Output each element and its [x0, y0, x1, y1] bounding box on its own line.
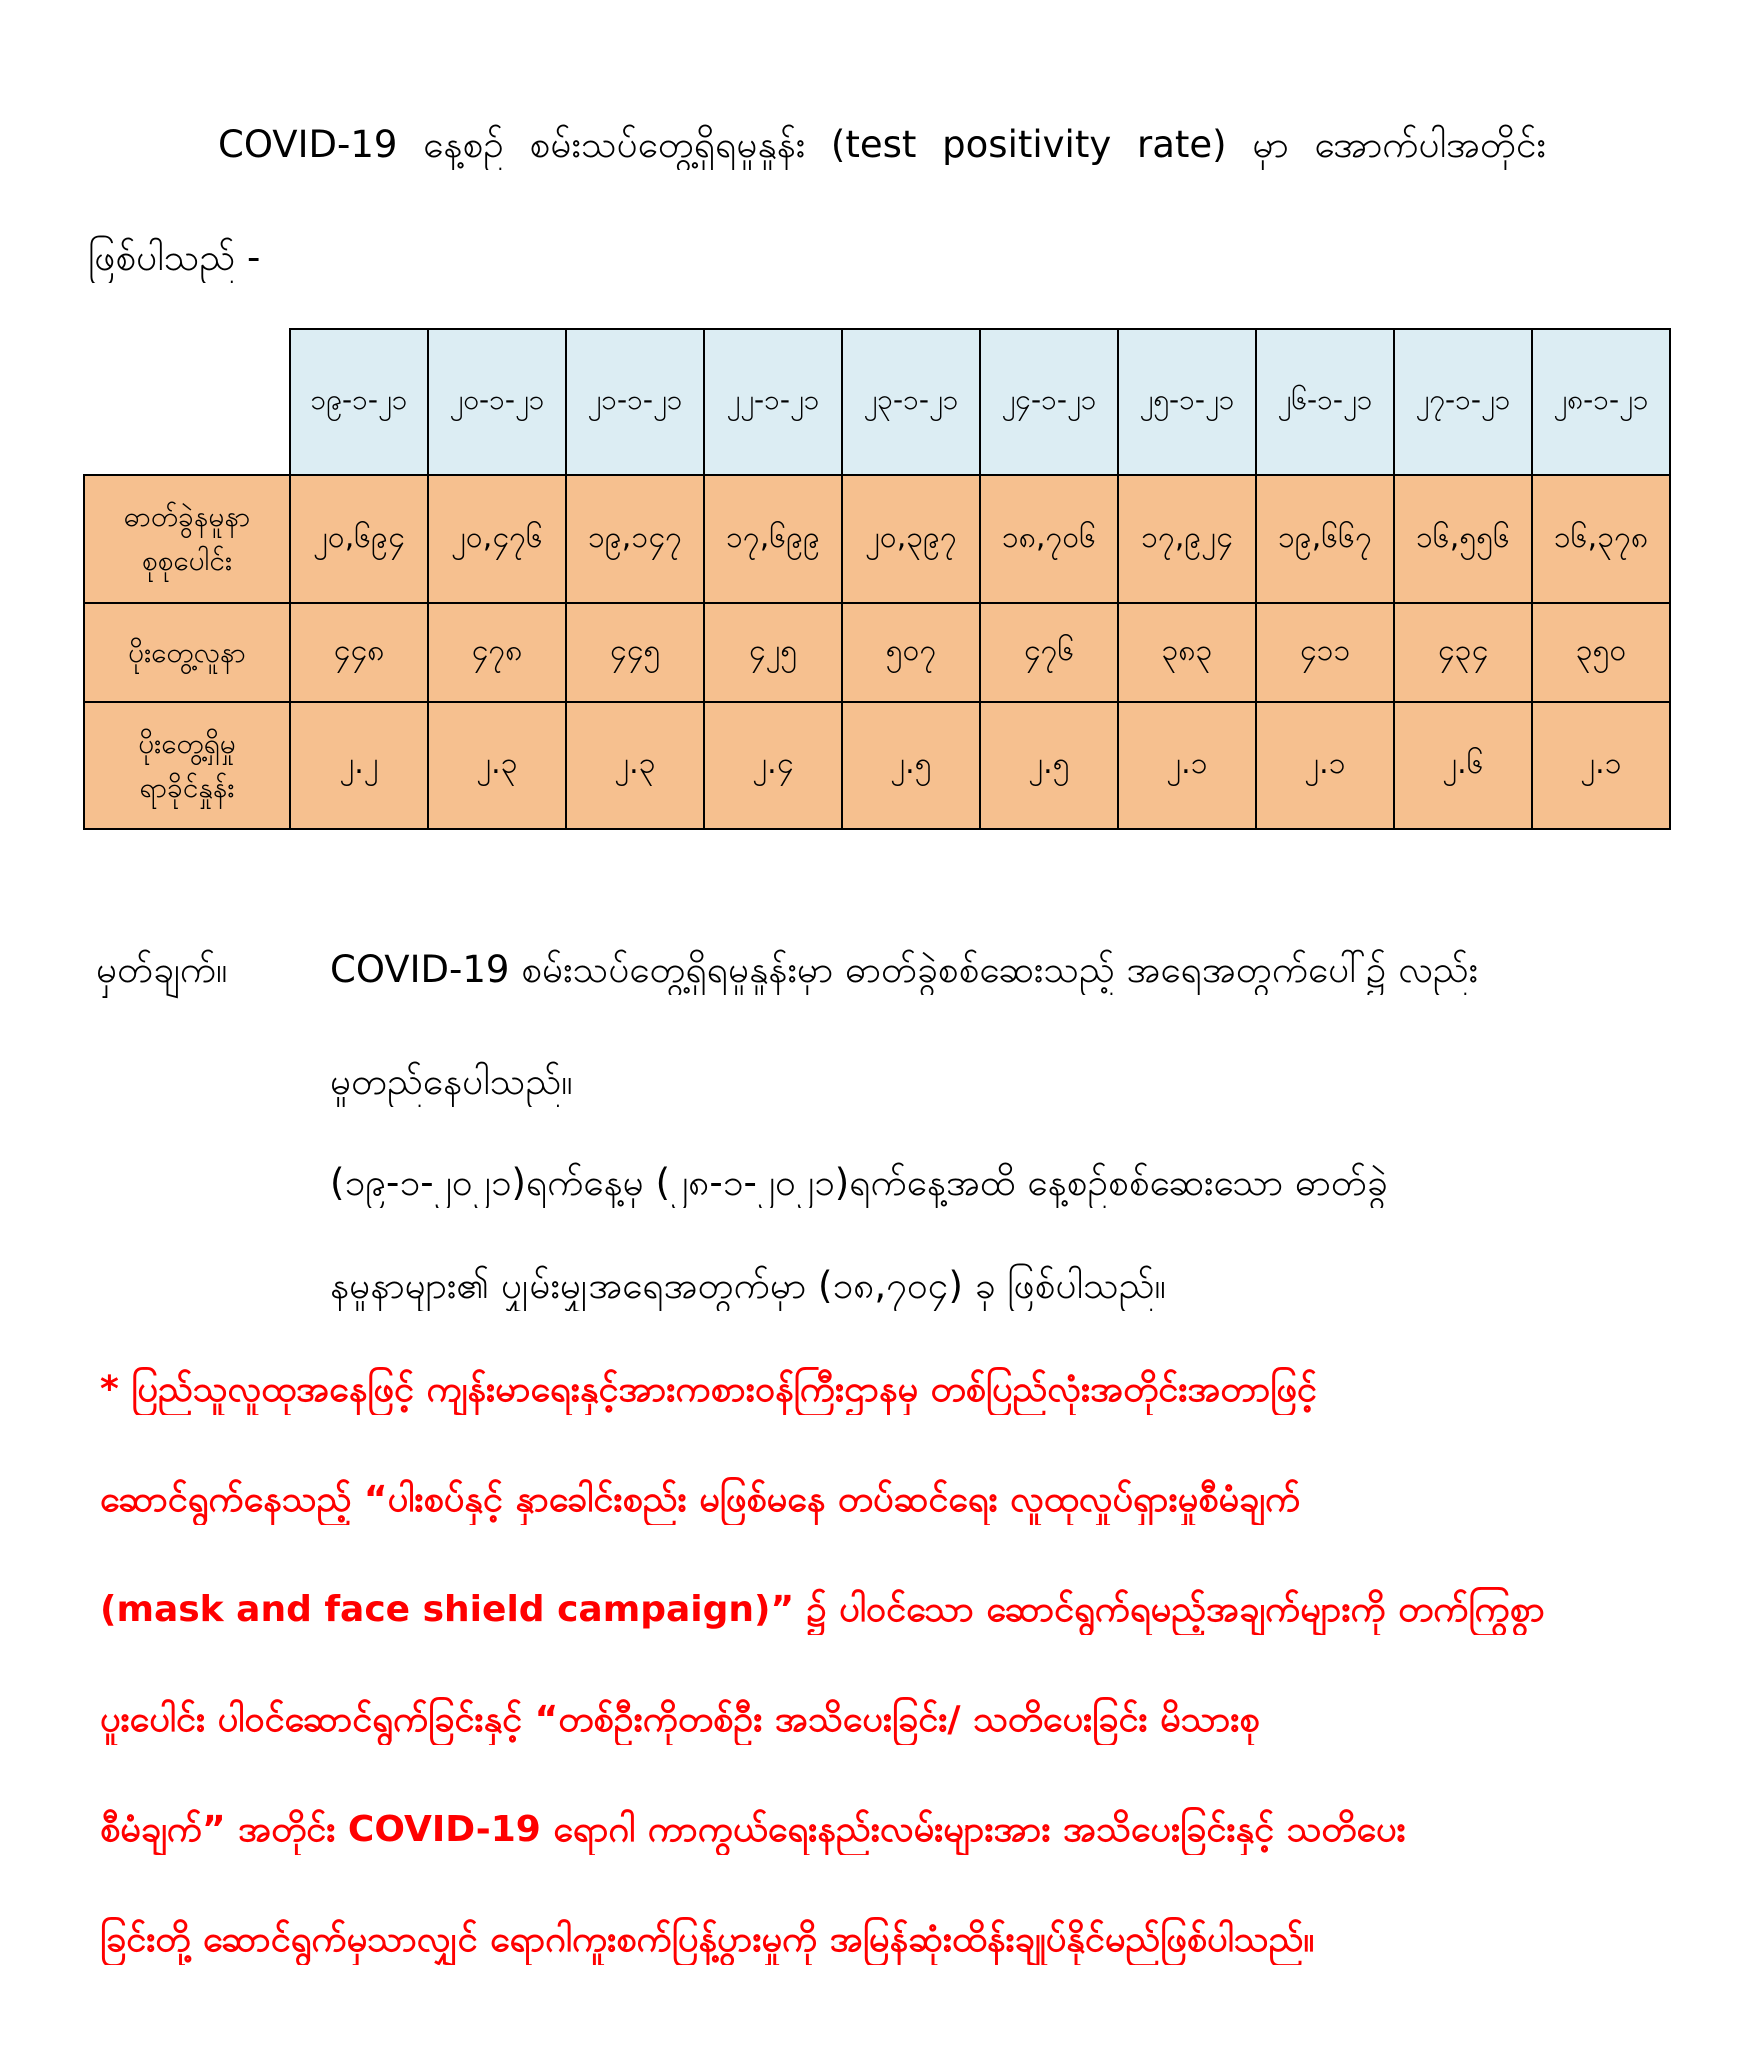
table-cell: ၁၆,၅၅၆	[1394, 475, 1532, 603]
table-cell: ၁၇,၉၂၄	[1118, 475, 1256, 603]
table-cell: ၃၈၃	[1118, 603, 1256, 702]
date-header-row	[84, 329, 1670, 475]
table-cell: ၁၈,၇၀၆	[980, 475, 1118, 603]
row-label-line: ဓာတ်ခွဲနမူနာ	[123, 500, 251, 533]
table-cell: ၂.၆	[1394, 702, 1532, 829]
campaign-text-line: ဆောင်ရွက်နေသည့် “ပါးစပ်နှင့် နှာခေါင်းစည်း မဖြစ်မနေ တပ်ဆင်ရေး လူထုလှုပ်ရှားမှုစီမံချက်	[100, 1479, 1301, 1520]
table-cell: ၂.၂	[290, 702, 428, 829]
date-header: ၂၂-၁-၂၁	[704, 329, 842, 475]
positivity-table	[83, 328, 1671, 830]
intro-line-2: ဖြစ်ပါသည် -	[88, 236, 261, 279]
table-cell: ၂.၄	[704, 702, 842, 829]
table-cell: ၄၃၄	[1394, 603, 1532, 702]
campaign-text-line: * ပြည်သူလူထုအနေဖြင့် ကျန်းမာရေးနှင့်အားကစားဝန်ကြီးဌာနမှ တစ်ပြည်လုံးအတိုင်းအတာဖြင့်	[100, 1369, 1317, 1410]
date-header: ၂၈-၁-၂၁	[1532, 329, 1670, 475]
table-cell: ၃၅၀	[1532, 603, 1670, 702]
row-label-line: ပိုးတွေ့ရှိမှု	[138, 726, 236, 760]
campaign-text-line: ခြင်းတို့ ဆောင်ရွက်မှသာလျှင် ရောဂါကူးစက်ပြန့်ပွားမှုကို အမြန်ဆုံးထိန်းချုပ်နိုင်မည်ဖြစ်ပါသည်။	[100, 1919, 1315, 1960]
note-line: နမူနာများ၏ ပျှမ်းမျှအရေအတွက်မှာ (၁၈,၇၀၄) ခု ဖြစ်ပါသည်။	[330, 1264, 1166, 1307]
table-cell: ၂.၁	[1256, 702, 1394, 829]
table-cell: ၄၄၈	[290, 603, 428, 702]
table-cell: ၅၀၇	[842, 603, 980, 702]
table-corner-cell	[84, 329, 290, 475]
table-cell: ၂၀,၄၇၆	[428, 475, 566, 603]
date-header: ၂၄-၁-၂၁	[980, 329, 1118, 475]
table-cell: ၂.၃	[428, 702, 566, 829]
campaign-text-line: ပူးပေါင်း ပါဝင်ဆောင်ရွက်ခြင်းနှင့် “တစ်ဦးကိုတစ်ဦး အသိပေးခြင်း/ သတိပေးခြင်း မိသားစု	[100, 1699, 1260, 1740]
date-header: ၂၀-၁-၂၁	[428, 329, 566, 475]
row-label-line: ရာခိုင်နှုန်း	[139, 770, 235, 804]
note-line: COVID-19 စမ်းသပ်တွေ့ရှိရမှုနှုန်းမှာ ဓာတ်ခွဲစစ်ဆေးသည့် အရေအတွက်ပေါ်၌ လည်း	[330, 948, 1479, 991]
table-cell: ၁၆,၃၇၈	[1532, 475, 1670, 603]
table-cell: ၁၇,၆၉၉	[704, 475, 842, 603]
table-cell: ၂၀,၃၉၇	[842, 475, 980, 603]
date-header: ၂၃-၁-၂၁	[842, 329, 980, 475]
table-row-positive-patients	[84, 603, 1670, 702]
table-cell: ၄၂၅	[704, 603, 842, 702]
table-cell: ၄၇၆	[980, 603, 1118, 702]
table-cell: ၁၉,၆၆၇	[1256, 475, 1394, 603]
campaign-text-line: (mask and face shield campaign)” ၌ ပါဝင်သော ဆောင်ရွက်ရမည့်အချက်များကို တက်ကြွစွာ	[100, 1589, 1545, 1630]
date-header: ၂၇-၁-၂၁	[1394, 329, 1532, 475]
row-label-line: ပိုးတွေ့လူနာ	[128, 635, 246, 669]
table-cell: ၄၇၈	[428, 603, 566, 702]
table-cell: ၂.၅	[842, 702, 980, 829]
note-line: မူတည်နေပါသည်။	[330, 1060, 573, 1103]
table-cell: ၂.၃	[566, 702, 704, 829]
table-cell: ၄၁၁	[1256, 603, 1394, 702]
campaign-text-line: စီမံချက်” အတိုင်း COVID-19 ရောဂါ ကာကွယ်ရေးနည်းလမ်းများအား အသိပေးခြင်းနှင့် သတိပေး	[100, 1809, 1406, 1850]
table-row-positivity-rate	[84, 702, 1670, 829]
note-label: မှတ်ချက်။	[96, 948, 228, 991]
table-cell: ၄၄၅	[566, 603, 704, 702]
date-header: ၁၉-၁-၂၁	[290, 329, 428, 475]
table-cell: ၂.၁	[1118, 702, 1256, 829]
row-label-positivity-rate	[84, 702, 290, 829]
date-header: ၂၅-၁-၂၁	[1118, 329, 1256, 475]
row-label-line: စုစုပေါင်း	[141, 544, 233, 577]
row-label-positive-patients	[84, 603, 290, 702]
intro-line-1: COVID-19 နေ့စဉ် စမ်းသပ်တွေ့ရှိရမှုနှုန်း (test positivity rate) မှာ အောက်ပါအတိုင်း	[218, 123, 1546, 166]
table-row-total-samples	[84, 475, 1670, 603]
date-header: ၂၁-၁-၂၁	[566, 329, 704, 475]
date-header: ၂၆-၁-၂၁	[1256, 329, 1394, 475]
row-label-total-samples	[84, 475, 290, 603]
table-cell: ၂၀,၆၉၄	[290, 475, 428, 603]
table-cell: ၂.၅	[980, 702, 1118, 829]
table-cell: ၂.၁	[1532, 702, 1670, 829]
note-line: (၁၉-၁-၂၀၂၁)ရက်နေ့မှ (၂၈-၁-၂၀၂၁)ရက်နေ့အထိ နေ့စဉ်စစ်ဆေးသော ဓာတ်ခွဲ	[330, 1161, 1388, 1204]
table-cell: ၁၉,၁၄၇	[566, 475, 704, 603]
